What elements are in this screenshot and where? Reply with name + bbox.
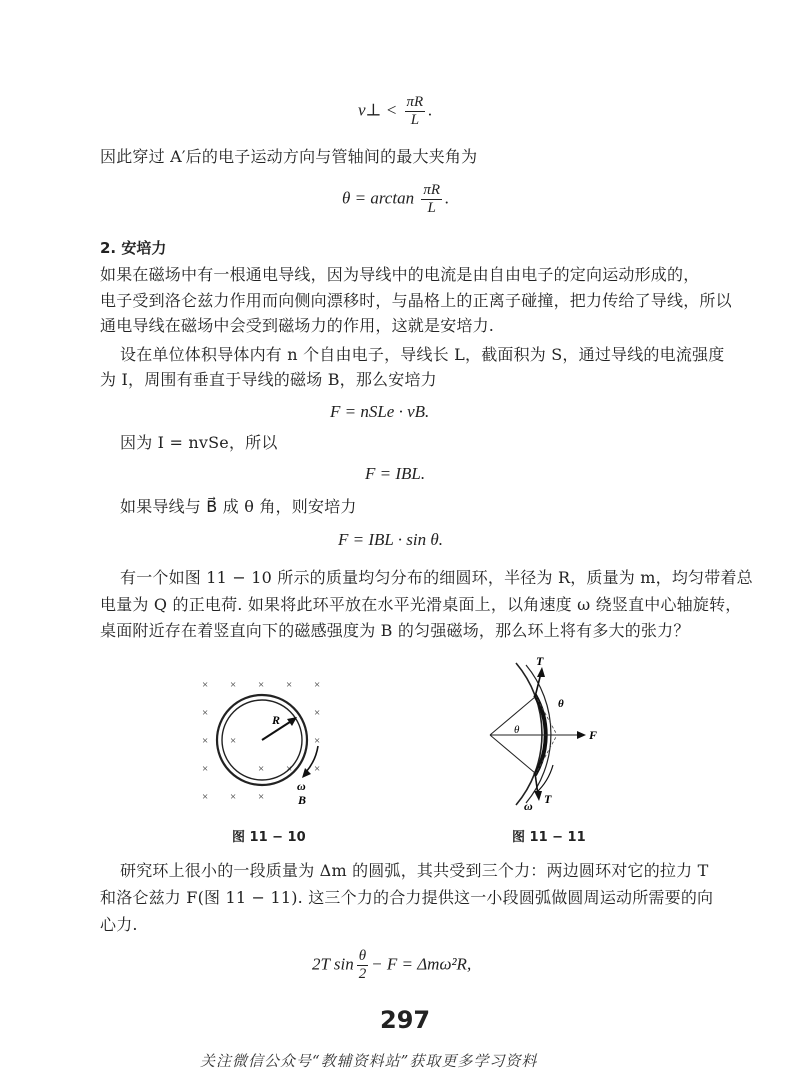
page-number: 297 [380, 1006, 431, 1034]
paragraph-2-line-2: 电子受到洛仑兹力作用而向侧向漂移时，与晶格上的正离子碰撞，把力传给了导线，所以 [100, 291, 732, 310]
paragraph-3-line-1: 设在单位体积导体内有 n 个自由电子，导线长 L，截面积为 S，通过导线的电流强度 [120, 345, 725, 364]
field-cross: × [258, 679, 265, 691]
field-cross: × [202, 679, 209, 691]
field-cross: × [202, 707, 209, 719]
radius-arrowhead [287, 717, 297, 726]
tension-label-bottom: T [544, 792, 552, 806]
figure-11-11-caption: 图 11 − 11 [512, 830, 586, 845]
paragraph-5: 如果导线与 B⃗ 成 θ 角，则安培力 [120, 497, 357, 516]
field-cross: × [314, 707, 321, 719]
paragraph-6-line-2: 电量为 Q 的正电荷. 如果将此环平放在水平光滑桌面上，以角速度 ω 绕竖直中心轴旋转， [100, 595, 742, 614]
arc-angle-label: θ [558, 698, 564, 710]
paragraph-7-line-3: 心力. [100, 915, 138, 934]
paragraph-6-line-1: 有一个如图 11 − 10 所示的质量均匀分布的细圆环，半径为 R，质量为 m，均匀带着总 [120, 568, 753, 587]
paragraph-3-line-2: 为 I，周围有垂直于导线的磁场 B，那么安培力 [100, 370, 437, 389]
radius-label: R [272, 713, 281, 727]
paragraph-7-line-2: 和洛仑兹力 F(图 11 − 11). 这三个力的合力提供这一小段圆弧做圆周运动所需要的向 [100, 888, 714, 907]
radius-line-top [490, 697, 535, 735]
field-cross: × [286, 679, 293, 691]
paragraph-6-line-3: 桌面附近存在着竖直向下的磁感强度为 B 的匀强磁场，那么环上将有多大的张力？ [100, 621, 690, 640]
tension-label-top: T [536, 655, 544, 668]
field-cross: × [202, 735, 209, 747]
figure-11-10-caption: 图 11 − 10 [232, 830, 306, 845]
tension-arrowhead-bottom [534, 791, 542, 801]
field-cross: × [230, 735, 237, 747]
figure-11-10 [190, 668, 340, 808]
force-arrowhead [577, 731, 586, 739]
footer-notice: 关注微信公众号“教辅资料站”获取更多学习资料 [200, 1052, 538, 1070]
paragraph-2-line-3: 通电导线在磁场中会受到磁场力的作用，这就是安培力. [100, 316, 495, 335]
field-cross: × [286, 763, 293, 775]
rotation-arrowhead [302, 768, 311, 778]
tension-arrowhead-top [537, 667, 545, 677]
equation-ampere-2: F = IBL. [365, 464, 426, 483]
field-cross: × [258, 791, 265, 803]
equation-ampere-3: F = IBL · sin θ. [338, 530, 443, 549]
section-heading: 2. 安培力 [100, 239, 167, 257]
center-angle-label: θ [514, 724, 520, 736]
field-cross: × [230, 791, 237, 803]
equation-tension: 2T sin $\frac{\theta}{2}$ − F = Δmω²R, [312, 948, 472, 982]
field-cross: × [314, 763, 321, 775]
field-label: B [298, 793, 307, 807]
equation-theta-max: θ = arctan $\frac{\pi R}{L}$ . [342, 182, 450, 216]
field-cross: × [258, 763, 265, 775]
paragraph-7-line-1: 研究环上很小的一段质量为 Δm 的圆弧，其共受到三个力：两边圆环对它的拉力 T [120, 861, 709, 880]
paragraph-2-line-1: 如果在磁场中有一根通电导线，因为导线中的电流是由自由电子的定向运动形成的， [100, 265, 700, 284]
paragraph-1: 因此穿过 A′后的电子运动方向与管轴间的最大夹角为 [100, 147, 478, 166]
equation-v-perp: v⊥ < $\frac{\pi R}{L}$ . [358, 94, 433, 128]
omega-label: ω [297, 779, 306, 793]
figure-11-11 [478, 655, 618, 815]
radius-line-bottom [490, 735, 535, 773]
field-cross: × [202, 791, 209, 803]
omega-label: ω [524, 799, 533, 813]
equation-ampere-1: F = nSLe · vB. [330, 402, 430, 421]
field-cross: × [230, 679, 237, 691]
field-cross: × [314, 735, 321, 747]
field-cross: × [314, 679, 321, 691]
field-cross: × [202, 763, 209, 775]
force-label: F [589, 728, 598, 742]
paragraph-4: 因为 I = nvSe，所以 [120, 433, 278, 452]
